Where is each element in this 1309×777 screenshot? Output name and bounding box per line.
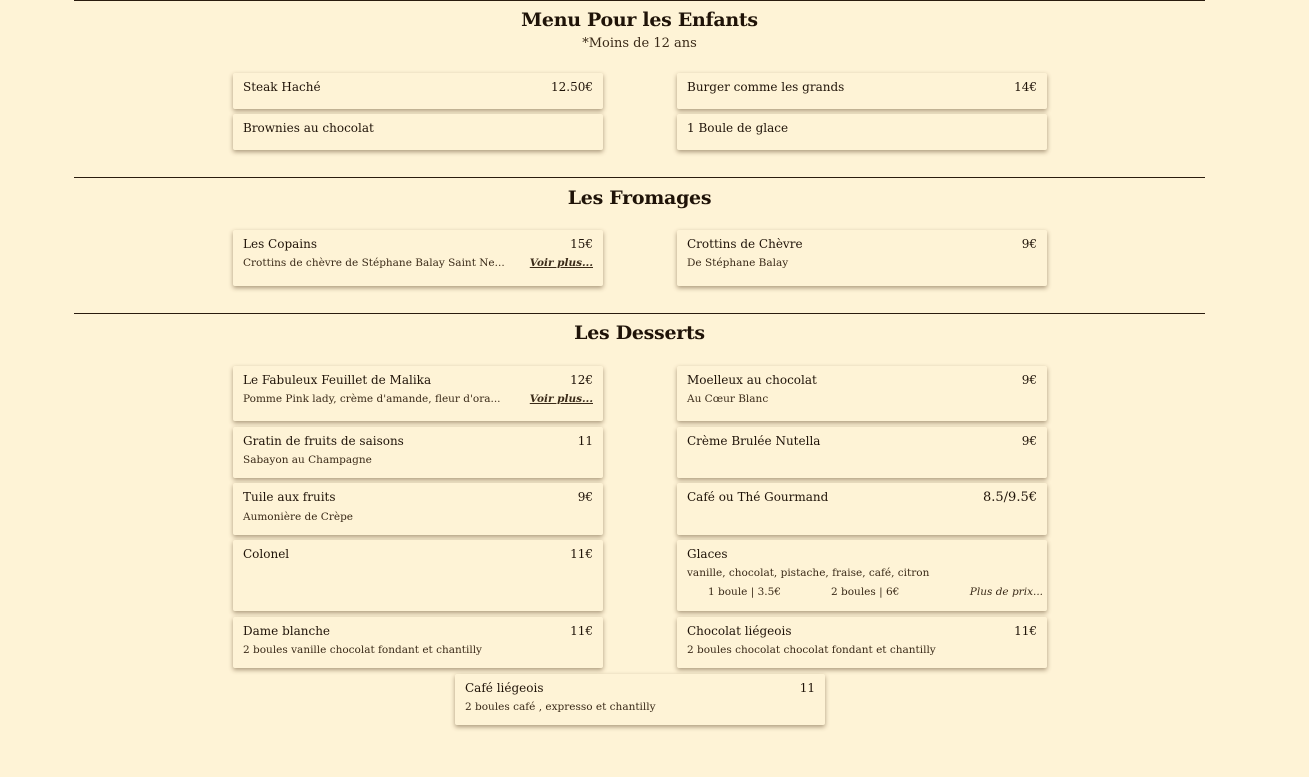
menu-item-card[interactable] — [233, 230, 603, 286]
item-price: 8.5/9.5€ — [983, 490, 1037, 505]
plus-de-prix-link[interactable]: Plus de prix... — [969, 586, 1043, 598]
menu-item-card[interactable] — [233, 73, 603, 109]
item-name: 1 Boule de glace — [687, 121, 789, 135]
menu-item-card[interactable] — [677, 483, 1047, 535]
item-price: 14€ — [1014, 80, 1037, 94]
menu-item-card[interactable] — [233, 114, 603, 150]
item-price: 11€ — [570, 547, 593, 561]
section-subtitle-enfants: *Moins de 12 ans — [582, 36, 697, 51]
item-name: Café liégeois — [465, 681, 544, 695]
menu-item-card[interactable] — [233, 427, 603, 478]
item-name: Les Copains — [243, 237, 318, 251]
section-divider — [74, 177, 1205, 178]
item-description: 2 boules vanille chocolat fondant et chantilly — [243, 644, 482, 656]
item-description: Sabayon au Champagne — [243, 454, 372, 466]
item-description: Au Cœur Blanc — [687, 393, 769, 405]
menu-item-card[interactable] — [455, 674, 825, 725]
section-divider — [74, 0, 1205, 1]
item-name: Café ou Thé Gourmand — [687, 490, 829, 504]
voir-plus-link[interactable]: Voir plus... — [529, 393, 593, 405]
item-description: Pomme Pink lady, crème d'amande, fleur d'ora... — [243, 393, 501, 405]
menu-item-card[interactable] — [233, 483, 603, 535]
item-name: Glaces — [687, 547, 728, 561]
item-price: 11€ — [570, 624, 593, 638]
item-name: Gratin de fruits de saisons — [243, 434, 404, 448]
section-title-desserts: Les Desserts — [574, 322, 705, 344]
item-name: Chocolat liégeois — [687, 624, 792, 638]
item-price: 9€ — [1021, 373, 1037, 387]
section-title-enfants: Menu Pour les Enfants — [521, 9, 758, 31]
item-name: Colonel — [243, 547, 290, 561]
item-price: 11 — [577, 434, 593, 448]
item-price: 15€ — [570, 237, 593, 251]
menu-item-card[interactable] — [677, 540, 1047, 611]
menu-item-card[interactable] — [677, 114, 1047, 150]
item-name: Crottins de Chèvre — [687, 237, 803, 251]
item-name: Dame blanche — [243, 624, 331, 638]
item-description: Aumonière de Crèpe — [243, 511, 354, 523]
item-name: Moelleux au chocolat — [687, 373, 817, 387]
item-price: 11 — [799, 681, 815, 695]
section-title-fromages: Les Fromages — [567, 187, 712, 209]
menu-item-card[interactable] — [677, 617, 1047, 668]
item-name: Tuile aux fruits — [243, 490, 336, 504]
menu-item-card[interactable] — [677, 427, 1047, 478]
menu-item-card[interactable] — [677, 73, 1047, 109]
item-name: Crème Brulée Nutella — [687, 434, 821, 448]
item-name: Brownies au chocolat — [243, 121, 374, 135]
item-name: Burger comme les grands — [687, 80, 845, 94]
menu-item-card[interactable] — [233, 366, 603, 421]
section-divider — [74, 313, 1205, 314]
item-description: 2 boules café , expresso et chantilly — [465, 701, 656, 713]
item-price: 12.50€ — [551, 80, 593, 94]
item-name: Le Fabuleux Feuillet de Malika — [243, 373, 432, 387]
menu-item-card[interactable] — [677, 366, 1047, 421]
price-option: 2 boules | 6€ — [831, 586, 900, 598]
menu-item-card[interactable] — [677, 230, 1047, 286]
price-option: 1 boule | 3.5€ — [708, 586, 781, 598]
item-description: Crottins de chèvre de Stéphane Balay Saint Ne... — [243, 257, 505, 269]
item-description: 2 boules chocolat chocolat fondant et chantilly — [687, 644, 936, 656]
item-price: 9€ — [1021, 237, 1037, 251]
menu-item-card[interactable] — [233, 540, 603, 611]
item-price: 11€ — [1014, 624, 1037, 638]
item-price: 12€ — [570, 373, 593, 387]
voir-plus-link[interactable]: Voir plus... — [529, 257, 593, 269]
item-price: 9€ — [577, 490, 593, 504]
item-price: 9€ — [1021, 434, 1037, 448]
item-name: Steak Haché — [243, 80, 321, 94]
menu-item-card[interactable] — [233, 617, 603, 668]
item-description: vanille, chocolat, pistache, fraise, café, citron — [687, 567, 930, 579]
item-description: De Stéphane Balay — [687, 257, 789, 269]
